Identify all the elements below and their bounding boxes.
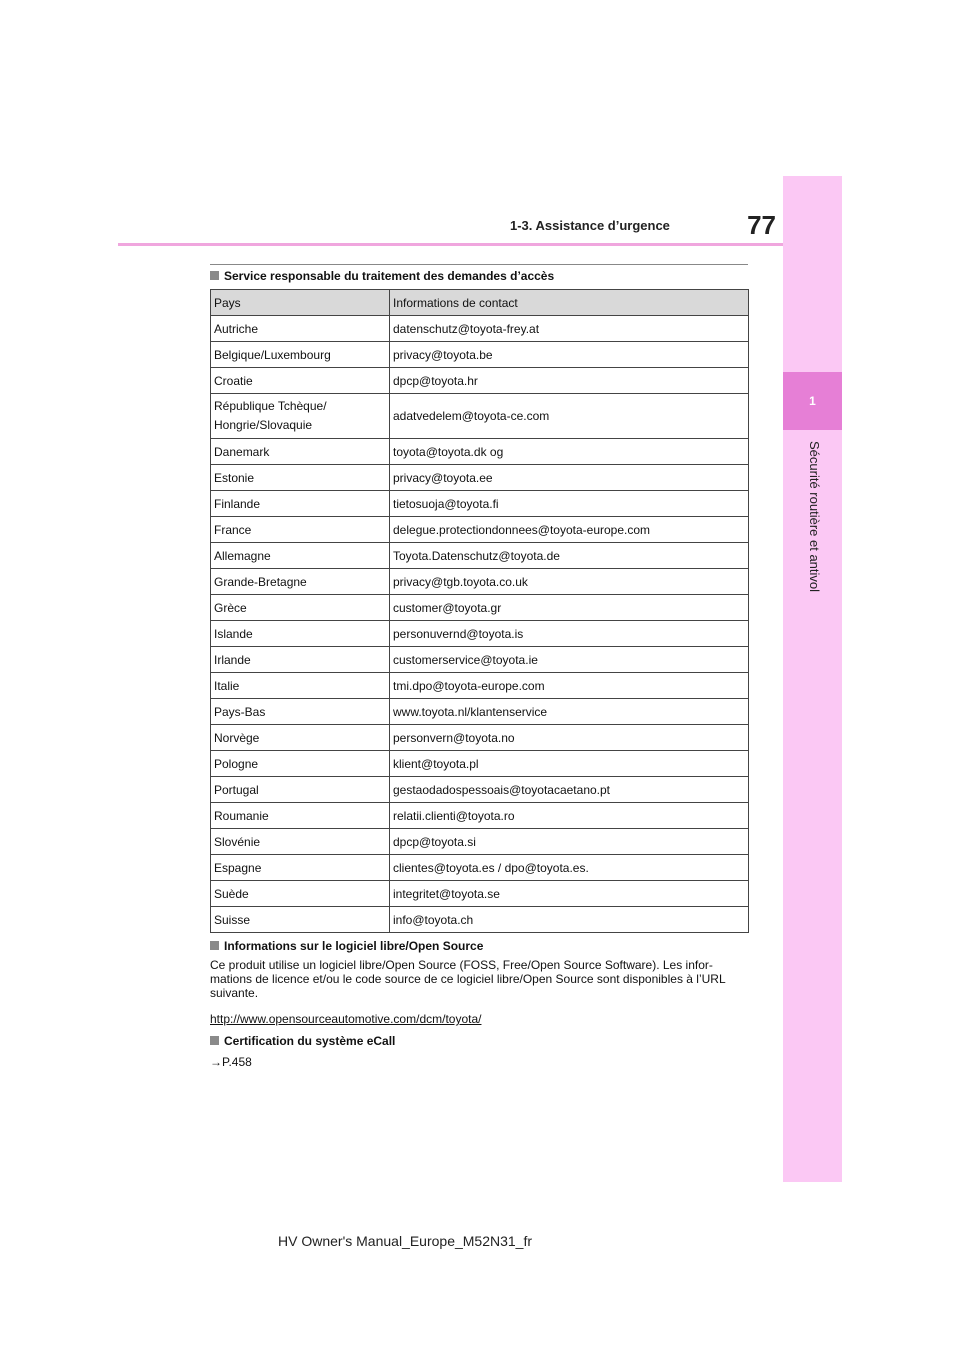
ecall-heading-text: Certification du système eCall	[224, 1034, 396, 1048]
contact-cell: customerservice@toyota.ie	[390, 647, 749, 673]
country-cell: Suisse	[211, 907, 390, 933]
table-row	[211, 881, 749, 907]
opensource-url-link[interactable]: http://www.opensourceautomotive.com/dcm/toyota/	[210, 1012, 482, 1026]
table-row	[211, 699, 749, 725]
table-header-row	[211, 290, 749, 316]
table-row	[211, 543, 749, 569]
table-row	[211, 595, 749, 621]
access-heading-text: Service responsable du traitement des demandes d’accès	[224, 269, 555, 283]
contact-cell: clientes@toyota.es / dpo@toyota.es.	[390, 855, 749, 881]
contact-cell: adatvedelem@toyota-ce.com	[390, 394, 749, 439]
country-cell-line: République Tchèque/	[214, 399, 327, 413]
table-row	[211, 491, 749, 517]
country-cell: Allemagne	[211, 543, 390, 569]
country-cell: Portugal	[211, 777, 390, 803]
ecall-section-heading	[210, 1034, 395, 1048]
contact-cell: privacy@toyota.be	[390, 342, 749, 368]
country-cell: Norvège	[211, 725, 390, 751]
contact-cell: info@toyota.ch	[390, 907, 749, 933]
contact-cell: tmi.dpo@toyota-europe.com	[390, 673, 749, 699]
contact-cell: www.toyota.nl/klantenservice	[390, 699, 749, 725]
contact-cell: gestaodadospessoais@toyotacaetano.pt	[390, 777, 749, 803]
country-cell: Estonie	[211, 465, 390, 491]
section-title: 1-3. Assistance d’urgence	[510, 218, 670, 233]
table-row	[211, 439, 749, 465]
chapter-side-tab	[783, 176, 842, 1182]
country-cell: Espagne	[211, 855, 390, 881]
table-row	[211, 316, 749, 342]
access-section-heading	[210, 269, 554, 283]
contact-cell: personuvernd@toyota.is	[390, 621, 749, 647]
country-cell: Irlande	[211, 647, 390, 673]
foss-section-heading	[210, 939, 483, 953]
country-cell: Croatie	[211, 368, 390, 394]
contact-table	[210, 289, 749, 933]
column-header-contact: Informations de contact	[390, 290, 749, 316]
square-bullet-icon	[210, 941, 219, 950]
chapter-number: 1	[809, 394, 816, 408]
table-row	[211, 342, 749, 368]
contact-cell: relatii.clienti@toyota.ro	[390, 803, 749, 829]
table-row	[211, 673, 749, 699]
table-row	[211, 569, 749, 595]
country-cell: Grande-Bretagne	[211, 569, 390, 595]
country-cell: Roumanie	[211, 803, 390, 829]
country-cell: Pologne	[211, 751, 390, 777]
column-header-country: Pays	[211, 290, 390, 316]
country-cell	[211, 394, 390, 439]
country-cell: Slovénie	[211, 829, 390, 855]
contact-cell: Toyota.Datenschutz@toyota.de	[390, 543, 749, 569]
contact-cell: delegue.protectiondonnees@toyota-europe.com	[390, 517, 749, 543]
table-row	[211, 368, 749, 394]
contact-cell: toyota@toyota.dk og	[390, 439, 749, 465]
contact-cell: integritet@toyota.se	[390, 881, 749, 907]
table-row	[211, 647, 749, 673]
contact-cell: privacy@toyota.ee	[390, 465, 749, 491]
country-cell: Pays-Bas	[211, 699, 390, 725]
contact-cell: privacy@tgb.toyota.co.uk	[390, 569, 749, 595]
table-row	[211, 621, 749, 647]
table-row	[211, 725, 749, 751]
country-cell: Suède	[211, 881, 390, 907]
contact-cell: dpcp@toyota.hr	[390, 368, 749, 394]
table-row	[211, 803, 749, 829]
table-row	[211, 855, 749, 881]
contact-cell: datenschutz@toyota-frey.at	[390, 316, 749, 342]
chapter-title: Sécurité routière et antivol	[807, 441, 822, 593]
country-cell: France	[211, 517, 390, 543]
footer-text: HV Owner's Manual_Europe_M52N31_fr	[278, 1233, 533, 1249]
country-cell: Autriche	[211, 316, 390, 342]
contact-cell: customer@toyota.gr	[390, 595, 749, 621]
country-cell-line: Hongrie/Slovaquie	[214, 418, 313, 432]
country-cell: Finlande	[211, 491, 390, 517]
country-cell: Italie	[211, 673, 390, 699]
square-bullet-icon	[210, 271, 219, 280]
table-row	[211, 394, 749, 439]
country-cell: Belgique/Luxembourg	[211, 342, 390, 368]
table-row	[211, 907, 749, 933]
foss-heading-text: Informations sur le logiciel libre/Open Source	[224, 939, 484, 953]
header-rule	[118, 243, 783, 246]
contact-cell: dpcp@toyota.si	[390, 829, 749, 855]
table-row	[211, 517, 749, 543]
table-row	[211, 829, 749, 855]
page-reference-link[interactable]: →P.458	[210, 1055, 252, 1069]
country-cell: Grèce	[211, 595, 390, 621]
country-cell: Islande	[211, 621, 390, 647]
page-number: 77	[747, 210, 776, 240]
table-row	[211, 465, 749, 491]
country-cell: Danemark	[211, 439, 390, 465]
section-divider	[210, 264, 748, 265]
contact-cell: tietosuoja@toyota.fi	[390, 491, 749, 517]
table-row	[211, 751, 749, 777]
foss-body-text: Ce produit utilise un logiciel libre/Open Source (FOSS, Free/Open Source Software). Les infor-mations de licence et/ou le code source de ce logiciel libre/Open Source sont disponibles à l’URL suivante.	[210, 958, 726, 1000]
table-row	[211, 777, 749, 803]
contact-cell: klient@toyota.pl	[390, 751, 749, 777]
contact-cell: personvern@toyota.no	[390, 725, 749, 751]
square-bullet-icon	[210, 1036, 219, 1045]
